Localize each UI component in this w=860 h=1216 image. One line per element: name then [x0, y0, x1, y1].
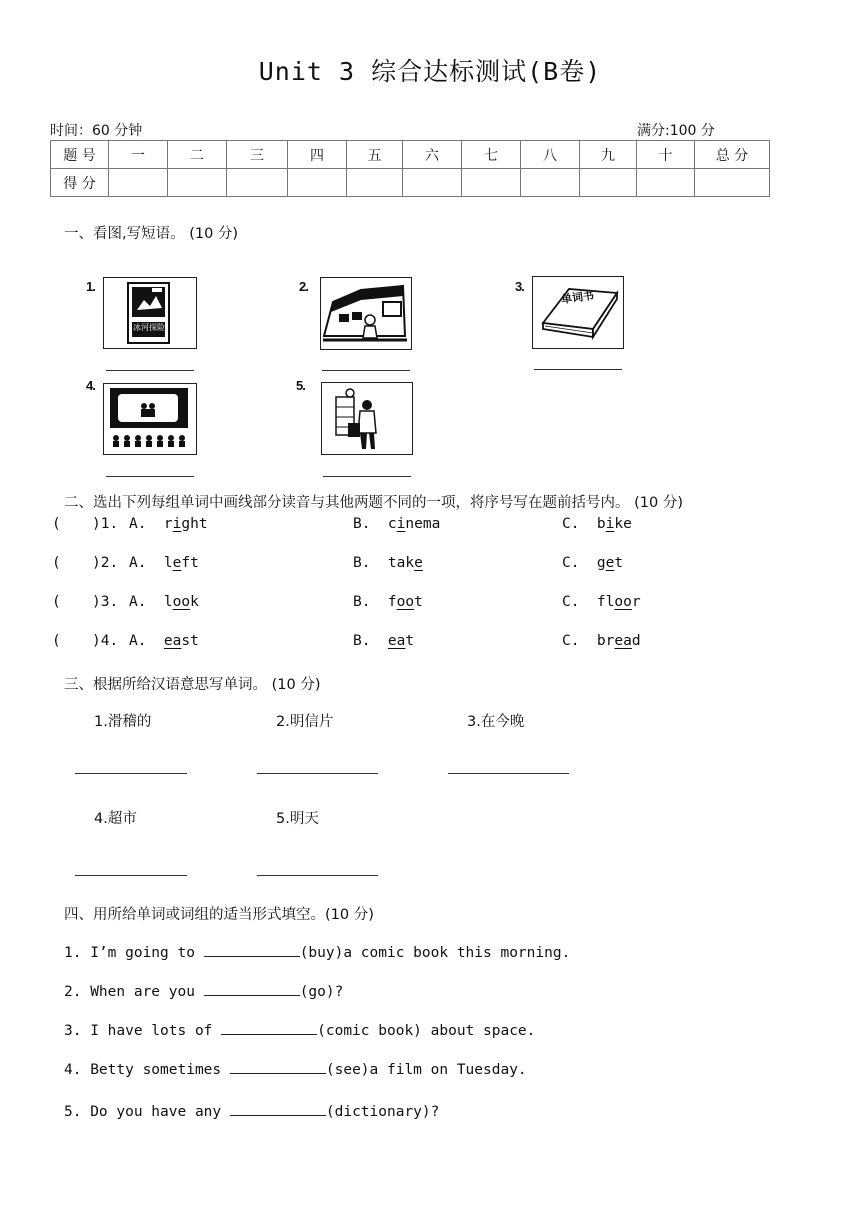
- option-b: B. foot: [353, 594, 423, 610]
- option-c: C. floor: [562, 594, 641, 610]
- score-cell[interactable]: [347, 169, 403, 197]
- score-table: [50, 140, 770, 197]
- score-cell[interactable]: [462, 169, 521, 197]
- vocab-item: 1.滑稽的: [94, 714, 152, 730]
- picture-number: 3.: [515, 279, 524, 294]
- picture-number: 2.: [299, 279, 308, 294]
- score-table-row-label: 题 号: [51, 141, 109, 169]
- underlined-letters: e: [605, 555, 615, 571]
- score-col-total: 总 分: [695, 141, 770, 169]
- vocab-answer-line[interactable]: [75, 875, 187, 876]
- full-score: 满分:100 分: [637, 123, 715, 139]
- vocab-item: 2.明信片: [276, 714, 334, 730]
- answer-line-3[interactable]: [534, 369, 622, 370]
- underlined-letters: ea: [387, 633, 406, 649]
- fill-in-text: (comic book) about space.: [317, 1023, 536, 1039]
- book-cover-text: 冰河探险: [133, 323, 165, 332]
- vocab-answer-line[interactable]: [448, 773, 569, 774]
- score-cell[interactable]: [580, 169, 637, 197]
- underlined-letters: i: [605, 516, 615, 532]
- dictionary-text: 单词书: [560, 288, 595, 307]
- fill-in-blank[interactable]: [230, 1059, 326, 1074]
- shopping-icon: [321, 382, 413, 455]
- underlined-letters: ea: [614, 633, 632, 649]
- underlined-letters: oo: [172, 594, 191, 610]
- vocab-answer-line[interactable]: [257, 773, 378, 774]
- answer-bracket[interactable]: (: [52, 594, 61, 610]
- score-cell[interactable]: [637, 169, 695, 197]
- score-col-4: 四: [288, 141, 347, 169]
- page-title: Unit 3 综合达标测试(B卷): [258, 57, 602, 86]
- option-c: C. get: [562, 555, 624, 571]
- vocab-item: 4.超市: [94, 811, 137, 827]
- score-col-3: 三: [227, 141, 288, 169]
- fill-in-blank[interactable]: [204, 942, 300, 957]
- score-col-7: 七: [462, 141, 521, 169]
- fill-in-text: (go)?: [299, 984, 344, 1000]
- question-number: )4.: [92, 633, 119, 649]
- vocab-answer-line[interactable]: [75, 773, 187, 774]
- fill-in-text: (dictionary)?: [325, 1104, 440, 1120]
- score-cell[interactable]: [521, 169, 580, 197]
- option-a: A. left: [129, 555, 199, 571]
- vocab-answer-line[interactable]: [257, 875, 378, 876]
- section-4-heading: 四、用所给单词或词组的适当形式填空。(10 分): [64, 907, 374, 923]
- score-cell[interactable]: [109, 169, 168, 197]
- option-b: B. eat: [353, 633, 415, 649]
- underlined-letters: i: [396, 516, 406, 532]
- option-c: C. bike: [562, 516, 632, 532]
- picture-number: 1.: [86, 279, 95, 294]
- score-table-header-row: [51, 141, 770, 169]
- question-number: )1.: [92, 516, 119, 532]
- vocab-item: 3.在今晚: [467, 714, 525, 730]
- fill-in-text: (buy)a comic book this morning.: [299, 945, 571, 961]
- picture-number: 5.: [296, 378, 305, 393]
- fill-in-item: [64, 942, 570, 961]
- fill-in-item: [64, 1101, 439, 1120]
- fill-in-item: [64, 981, 343, 1000]
- score-col-9: 九: [580, 141, 637, 169]
- underlined-letters: e: [172, 555, 182, 571]
- score-col-10: 十: [637, 141, 695, 169]
- option-a: A. east: [129, 633, 199, 649]
- underlined-letters: i: [172, 516, 182, 532]
- underlined-letters: oo: [614, 594, 632, 610]
- score-cell[interactable]: [227, 169, 288, 197]
- section-3-heading: 三、根据所给汉语意思写单词。 (10 分): [64, 677, 321, 693]
- score-col-8: 八: [521, 141, 580, 169]
- fill-in-blank[interactable]: [230, 1101, 326, 1116]
- fill-in-text: (see)a film on Tuesday.: [325, 1062, 527, 1078]
- fill-in-text: 1. I’m going to: [64, 945, 204, 961]
- option-b: B. cinema: [353, 516, 441, 532]
- answer-line-4[interactable]: [106, 476, 194, 477]
- question-number: )2.: [92, 555, 119, 571]
- fill-in-blank[interactable]: [204, 981, 300, 996]
- fill-in-text: 4. Betty sometimes: [64, 1062, 230, 1078]
- vocab-item: 5.明天: [276, 811, 319, 827]
- picture-number: 4.: [86, 378, 95, 393]
- score-col-6: 六: [403, 141, 462, 169]
- option-a: A. right: [129, 516, 208, 532]
- score-cell[interactable]: [168, 169, 227, 197]
- answer-line-1[interactable]: [106, 370, 194, 371]
- score-col-2: 二: [168, 141, 227, 169]
- answer-line-2[interactable]: [322, 370, 410, 371]
- score-cell[interactable]: [403, 169, 462, 197]
- score-table-row-label: 得 分: [51, 169, 109, 197]
- fill-in-text: 5. Do you have any: [64, 1104, 230, 1120]
- section-1-heading: 一、看图,写短语。 (10 分): [64, 226, 239, 242]
- fill-in-blank[interactable]: [221, 1020, 317, 1035]
- answer-line-5[interactable]: [323, 476, 411, 477]
- option-c: C. bread: [562, 633, 641, 649]
- underlined-letters: ea: [163, 633, 182, 649]
- answer-bracket[interactable]: (: [52, 555, 61, 571]
- score-cell[interactable]: [695, 169, 770, 197]
- cinema-icon: [103, 383, 197, 455]
- score-table-score-row: [51, 169, 770, 197]
- bus-icon: [320, 277, 412, 350]
- dictionary-icon: [532, 276, 624, 349]
- option-a: A. look: [129, 594, 199, 610]
- answer-bracket[interactable]: (: [52, 516, 61, 532]
- score-col-5: 五: [347, 141, 403, 169]
- fill-in-text: 3. I have lots of: [64, 1023, 222, 1039]
- score-cell[interactable]: [288, 169, 347, 197]
- time-limit: 时间：60 分钟: [50, 123, 143, 139]
- score-col-1: 一: [109, 141, 168, 169]
- book-cover-icon: [103, 277, 197, 349]
- question-number: )3.: [92, 594, 119, 610]
- fill-in-text: 2. When are you: [64, 984, 204, 1000]
- underlined-letters: oo: [396, 594, 415, 610]
- option-b: B. take: [353, 555, 423, 571]
- fill-in-item: [64, 1020, 535, 1039]
- fill-in-item: [64, 1059, 527, 1078]
- underlined-letters: e: [414, 555, 423, 571]
- section-2-heading: 二、选出下列每组单词中画线部分读音与其他两题不同的一项，将序号写在题前括号内。 (10 分): [64, 495, 683, 511]
- answer-bracket[interactable]: (: [52, 633, 61, 649]
